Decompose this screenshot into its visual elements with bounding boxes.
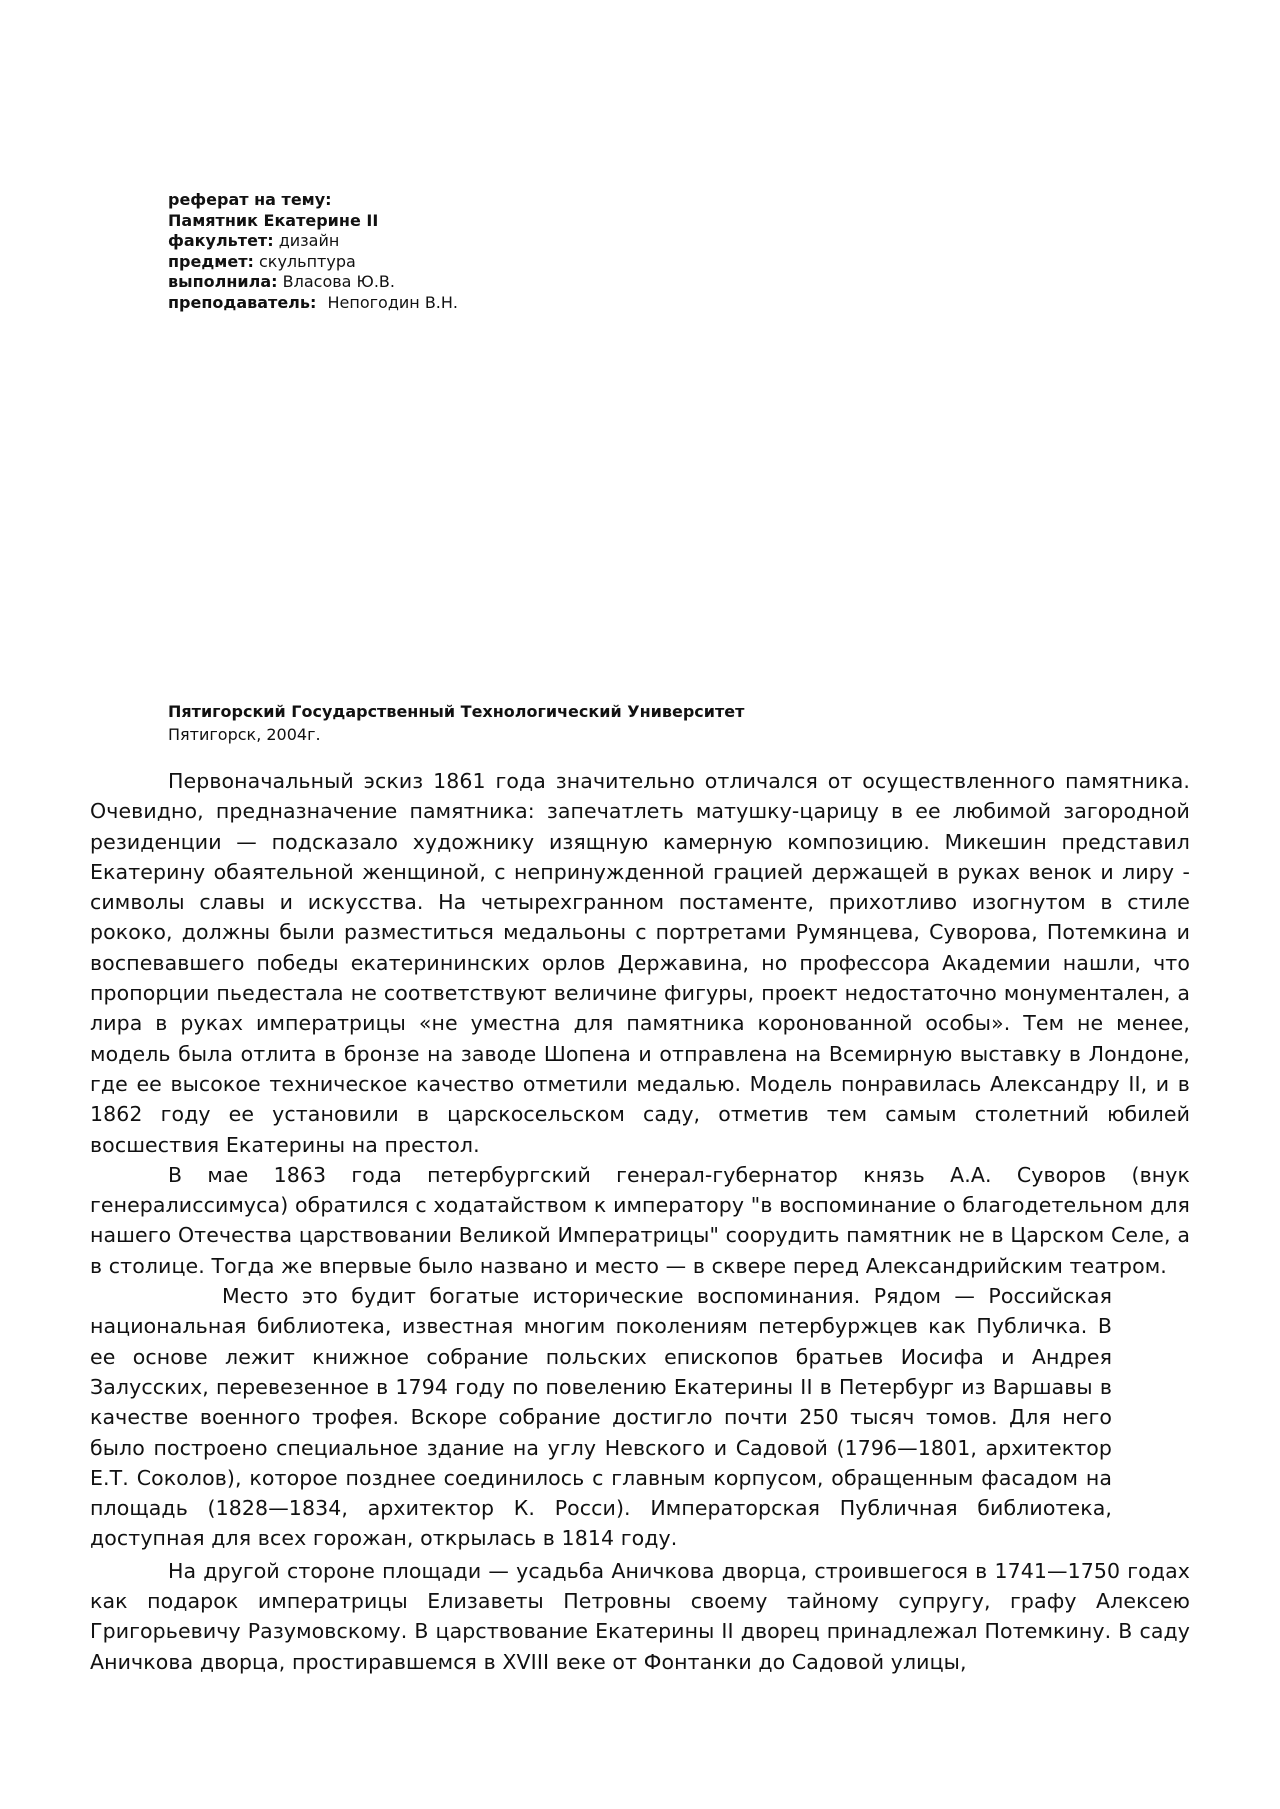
city-year: Пятигорск, 2004г.: [168, 725, 321, 744]
university-block: [168, 700, 744, 746]
topic-line: [168, 190, 458, 211]
essay-body: [90, 766, 1190, 1677]
subject-value: скульптура: [258, 251, 356, 271]
teacher-value: Непогодин В.Н.: [327, 292, 459, 312]
paragraph: На другой стороне площади — усадьба Аничкова дворца, строившегося в 1741—1750 годах как подарок императрицы Елизаветы Петровны своему тайному супругу, графу Алексею Григорьевичу Разумовскому. В царствование Екатерины II дворец принадлежал Потемкину. В саду Аничкова дворца, простиравшемся в XVIII веке от Фонтанки до Садовой улицы,: [90, 1558, 1190, 1674]
author-label: выполнила:: [168, 272, 278, 291]
title-block: [168, 190, 458, 313]
teacher-label: преподаватель:: [168, 292, 317, 312]
teacher-line: [168, 293, 458, 314]
subject-line: [168, 252, 458, 273]
author-value: Власова Ю.В.: [282, 272, 395, 291]
topic-label: реферат на тему:: [168, 190, 332, 209]
topic-value: Памятник Екатерине II: [168, 210, 379, 230]
faculty-value: дизайн: [278, 231, 340, 250]
paragraph: Место это будит богатые исторические воспоминания. Рядом — Российская национальная библиотека, известная многим поколениям петербуржцев как Публичка. В ее основе лежит книжное собрание польских епископов братьев Иосифа и Андрея Залусских, перевезенное в 1794 году по повелению Екатерины II в Петербург из Варшавы в качестве военного трофея. Вскоре собрание достигло почти 250 тысяч томов. Для него было построено специальное здание на углу Невского и Садовой (1796—1801, архитектор Е.Т. Соколов), которое позднее соединилось с главным корпусом, обращенным фасадом на площадь (1828—1834, архитектор К. Росси). Императорская Публичная библиотека, доступная для всех горожан, открылась в 1814 году.: [90, 1284, 1112, 1551]
faculty-line: [168, 231, 458, 252]
university-name: Пятигорский Государственный Технологический Университет: [168, 702, 745, 721]
topic-value-line: [168, 211, 458, 232]
author-line: [168, 272, 458, 293]
faculty-label: факультет:: [168, 231, 274, 250]
subject-label: предмет:: [168, 251, 254, 271]
paragraph: Первоначальный эскиз 1861 года значительно отличался от осуществленного памятника. Очевидно, предназначение памятника: запечатлеть матушку-царицу в ее любимой загородной резиденции — подсказало художнику изящную камерную композицию. Микешин представил Екатерину обаятельной женщиной, с непринужденной грацией держащей в руках венок и лиру - символы славы и искусства. На четырехгранном постаменте, прихотливо изогнутом в стиле рококо, должны были разместиться медальоны с портретами Румянцева, Суворова, Потемкина и воспевавшего победы екатерининских орлов Державина, но профессора Академии нашли, что пропорции пьедестала не соответствуют величине фигуры, проект недостаточно монументален, а лира в руках императрицы «не уместна для памятника коронованной особы». Тем не менее, модель была отлита в бронзе на заводе Шопена и отправлена на Всемирную выставку в Лондоне, где ее высокое техническое качество отметили медалью. Модель понравилась Александру II, и в 1862 году ее установили в царскосельском саду, отметив тем самым столетний юбилей восшествия Екатерины на престол.: [90, 769, 1190, 1157]
paragraph: В мае 1863 года петербургский генерал-губернатор князь А.А. Суворов (внук генералиссимуса) обратился с ходатайством к императору "в воспоминание о благодетельном для нашего Отечества царствовании Великой Императрицы" соорудить памятник не в Царском Селе, а в столице. Тогда же впервые было названо и место — в сквере перед Александрийским театром.: [90, 1162, 1190, 1278]
